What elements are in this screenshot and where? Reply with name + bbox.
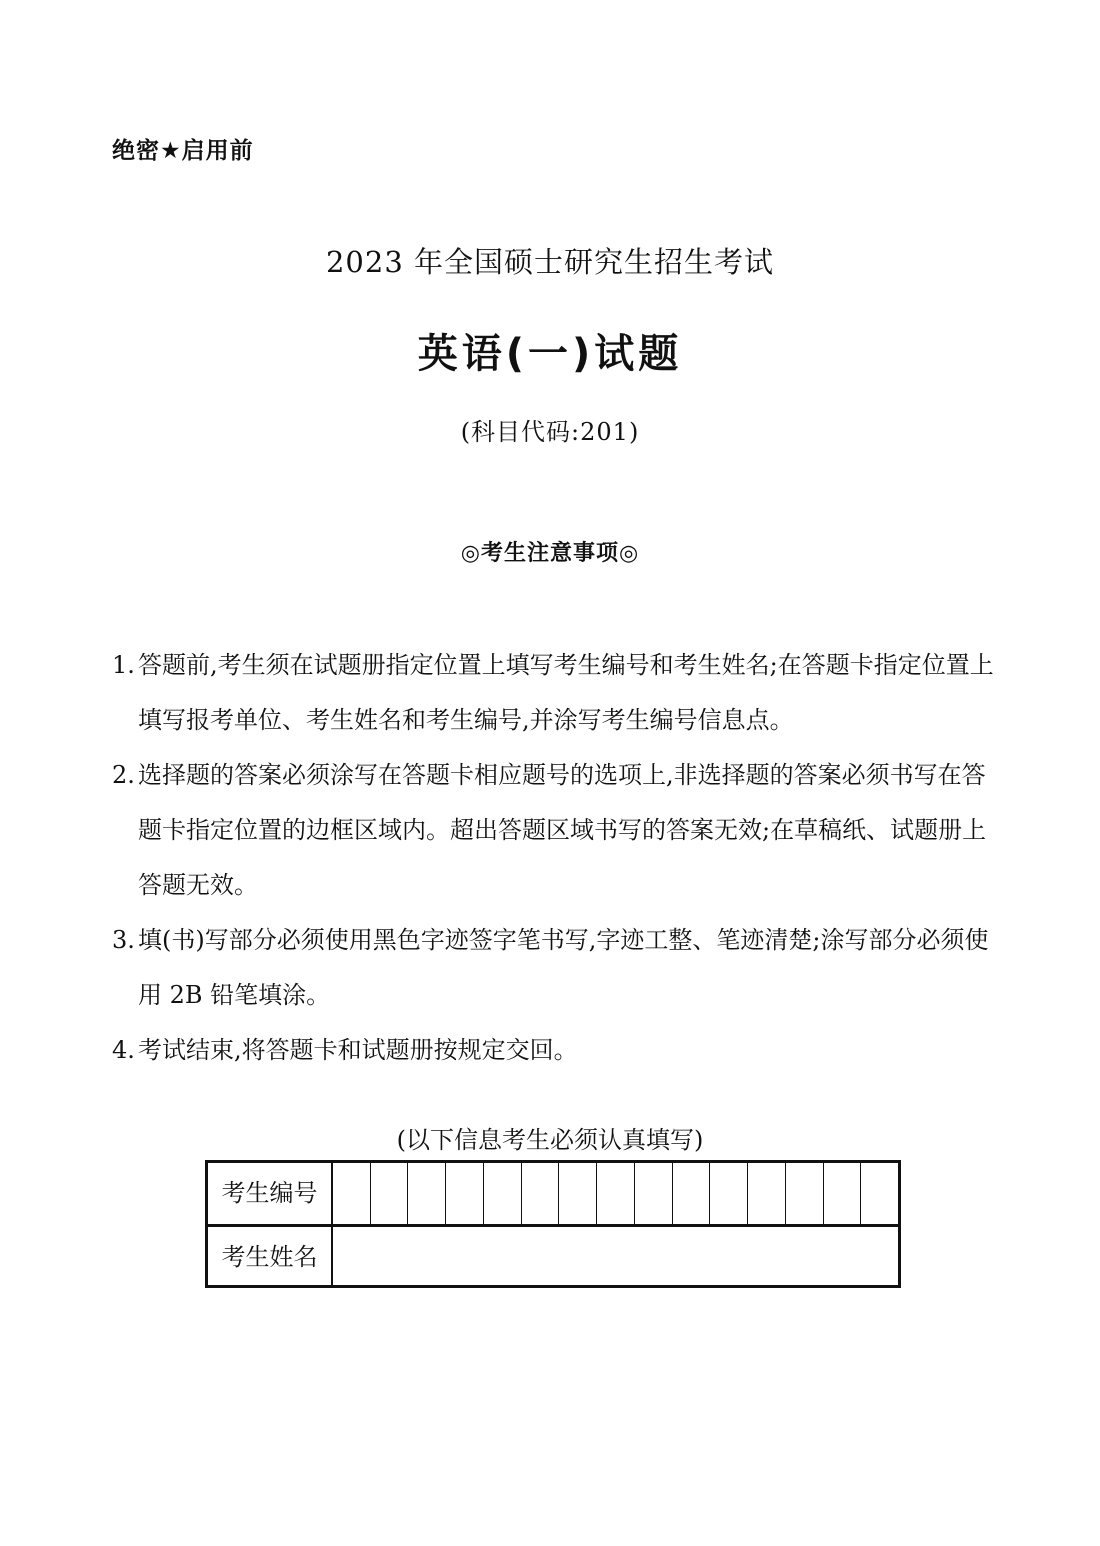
candidate-info-table bbox=[205, 1160, 901, 1288]
candidate-number-digit-cell[interactable] bbox=[673, 1163, 711, 1224]
candidate-number-digit-cell[interactable] bbox=[710, 1163, 748, 1224]
notice-text: 考试结束,将答题卡和试题册按规定交回。 bbox=[138, 1036, 578, 1064]
notice-number: 4. bbox=[112, 1036, 135, 1064]
notice-text: 答题前,考生须在试题册指定位置上填写考生编号和考生姓名;在答题卡指定位置上填写报考单位、考生姓名和考生编号,并涂写考生编号信息点。 bbox=[138, 651, 994, 734]
info-form-caption: (以下信息考生必须认真填写) bbox=[396, 1126, 704, 1154]
candidate-number-digit-cell[interactable] bbox=[408, 1163, 446, 1224]
notice-item-3 bbox=[112, 913, 1002, 1023]
candidate-number-digit-cell[interactable] bbox=[786, 1163, 824, 1224]
notice-number: 2. bbox=[112, 761, 135, 789]
exam-title: 2023 年全国硕士研究生招生考试 bbox=[325, 245, 775, 279]
notice-item-4 bbox=[112, 1023, 1002, 1078]
subject-title: 英语(一)试题 bbox=[417, 331, 683, 377]
notice-list bbox=[112, 638, 1002, 1078]
notice-heading: ◎考生注意事项◎ bbox=[460, 541, 640, 566]
notice-item-1 bbox=[112, 638, 1002, 748]
notice-number: 3. bbox=[112, 926, 135, 954]
candidate-number-digit-cell[interactable] bbox=[635, 1163, 673, 1224]
candidate-name-field[interactable] bbox=[333, 1227, 898, 1288]
candidate-number-digit-cell[interactable] bbox=[559, 1163, 597, 1224]
candidate-number-digit-cell[interactable] bbox=[484, 1163, 522, 1224]
candidate-number-digit-cell[interactable] bbox=[824, 1163, 862, 1224]
candidate-number-label: 考生编号 bbox=[208, 1163, 333, 1224]
candidate-number-digit-cell[interactable] bbox=[597, 1163, 635, 1224]
candidate-number-digit-cell[interactable] bbox=[748, 1163, 786, 1224]
candidate-name-row bbox=[208, 1227, 898, 1288]
confidential-label: 绝密★启用前 bbox=[112, 138, 254, 164]
notice-text: 填(书)写部分必须使用黑色字迹签字笔书写,字迹工整、笔迹清楚;涂写部分必须使用 2B 铅笔填涂。 bbox=[138, 926, 989, 1009]
candidate-number-cells bbox=[333, 1163, 898, 1224]
subject-code: (科目代码:201) bbox=[460, 418, 640, 446]
notice-number: 1. bbox=[112, 651, 135, 679]
candidate-number-row bbox=[208, 1163, 898, 1227]
candidate-number-digit-cell[interactable] bbox=[522, 1163, 560, 1224]
candidate-number-digit-cell[interactable] bbox=[446, 1163, 484, 1224]
notice-text: 选择题的答案必须涂写在答题卡相应题号的选项上,非选择题的答案必须书写在答题卡指定位置的边框区域内。超出答题区域书写的答案无效;在草稿纸、试题册上答题无效。 bbox=[138, 761, 987, 899]
candidate-name-label: 考生姓名 bbox=[208, 1227, 333, 1288]
candidate-number-digit-cell[interactable] bbox=[333, 1163, 371, 1224]
candidate-number-digit-cell[interactable] bbox=[371, 1163, 409, 1224]
notice-item-2 bbox=[112, 748, 1002, 913]
candidate-number-digit-cell[interactable] bbox=[861, 1163, 898, 1224]
